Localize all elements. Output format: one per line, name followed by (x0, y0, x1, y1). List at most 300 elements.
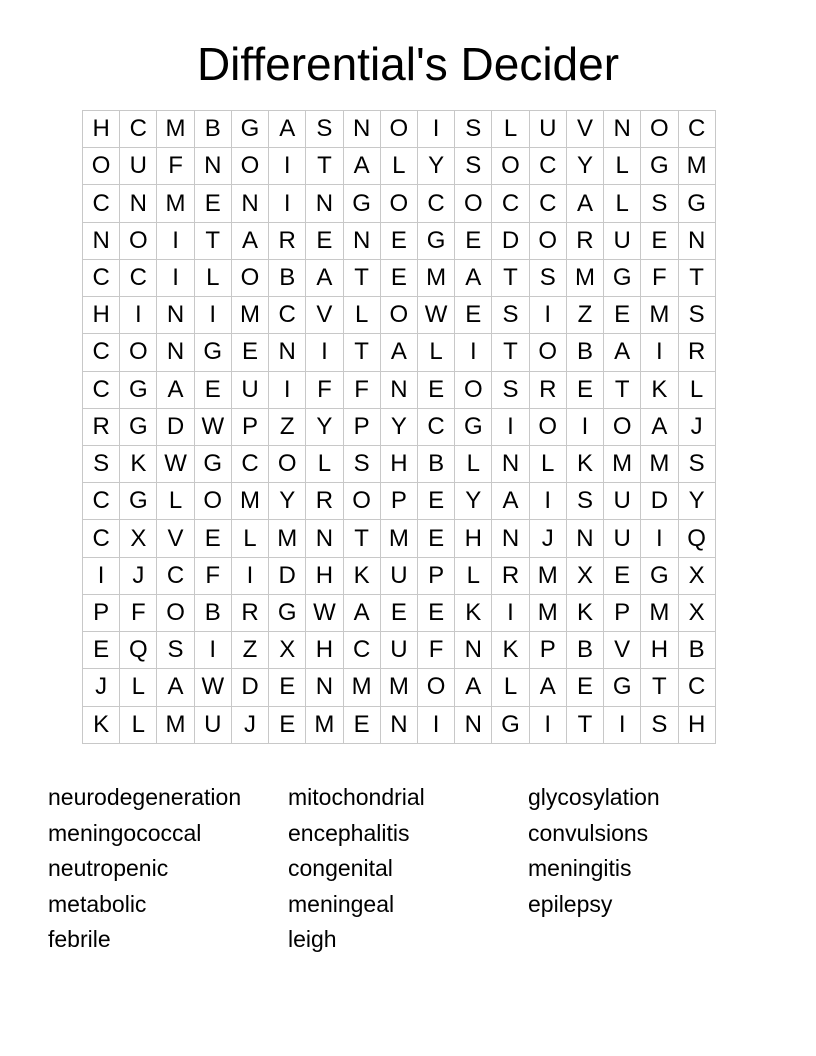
grid-cell[interactable]: E (306, 222, 343, 259)
grid-cell[interactable]: B (194, 111, 231, 148)
grid-cell[interactable]: M (417, 259, 454, 296)
grid-cell[interactable]: U (529, 111, 566, 148)
grid-cell[interactable]: C (83, 483, 120, 520)
grid-cell[interactable]: N (306, 185, 343, 222)
grid-cell[interactable]: E (269, 669, 306, 706)
grid-cell[interactable]: L (492, 111, 529, 148)
grid-cell[interactable]: G (231, 111, 268, 148)
grid-cell[interactable]: O (492, 148, 529, 185)
grid-cell[interactable]: L (492, 669, 529, 706)
grid-cell[interactable]: M (641, 297, 678, 334)
grid-cell[interactable]: G (120, 408, 157, 445)
grid-cell[interactable]: S (455, 148, 492, 185)
grid-cell[interactable]: O (231, 148, 268, 185)
grid-cell[interactable]: G (604, 669, 641, 706)
grid-cell[interactable]: W (417, 297, 454, 334)
grid-cell[interactable]: O (529, 334, 566, 371)
grid-cell[interactable]: K (566, 445, 603, 482)
grid-cell[interactable]: M (641, 445, 678, 482)
grid-cell[interactable]: I (269, 185, 306, 222)
grid-cell[interactable]: E (231, 334, 268, 371)
grid-cell[interactable]: C (417, 408, 454, 445)
grid-cell[interactable]: Q (120, 632, 157, 669)
grid-cell[interactable]: G (343, 185, 380, 222)
grid-cell[interactable]: O (380, 111, 417, 148)
grid-cell[interactable]: N (306, 520, 343, 557)
grid-cell[interactable]: G (678, 185, 715, 222)
grid-cell[interactable]: J (231, 706, 268, 743)
grid-cell[interactable]: K (566, 594, 603, 631)
grid-cell[interactable]: T (343, 259, 380, 296)
grid-cell[interactable]: T (306, 148, 343, 185)
grid-cell[interactable]: S (492, 371, 529, 408)
grid-cell[interactable]: N (157, 334, 194, 371)
grid-cell[interactable]: N (380, 706, 417, 743)
grid-cell[interactable]: D (492, 222, 529, 259)
grid-cell[interactable]: L (380, 148, 417, 185)
grid-cell[interactable]: I (306, 334, 343, 371)
grid-cell[interactable]: T (566, 706, 603, 743)
grid-cell[interactable]: E (455, 297, 492, 334)
grid-cell[interactable]: Z (566, 297, 603, 334)
grid-cell[interactable]: A (455, 259, 492, 296)
grid-cell[interactable]: C (678, 669, 715, 706)
grid-cell[interactable]: Z (231, 632, 268, 669)
grid-cell[interactable]: I (566, 408, 603, 445)
grid-cell[interactable]: O (641, 111, 678, 148)
word-list-item: convulsions (528, 819, 649, 846)
grid-cell[interactable]: I (83, 557, 120, 594)
grid-cell[interactable]: M (269, 520, 306, 557)
grid-cell[interactable]: B (417, 445, 454, 482)
grid-cell[interactable]: C (83, 259, 120, 296)
grid-cell[interactable]: D (269, 557, 306, 594)
grid-cell[interactable]: R (306, 483, 343, 520)
grid-cell[interactable]: C (417, 185, 454, 222)
grid-cell[interactable]: P (604, 594, 641, 631)
grid-cell[interactable]: Y (566, 148, 603, 185)
grid-cell[interactable]: Q (678, 520, 715, 557)
grid-cell[interactable]: I (529, 297, 566, 334)
grid-cell[interactable]: G (455, 408, 492, 445)
grid-cell[interactable]: N (306, 669, 343, 706)
grid-cell[interactable]: K (343, 557, 380, 594)
grid-cell[interactable]: Z (269, 408, 306, 445)
grid-cell[interactable]: S (566, 483, 603, 520)
grid-cell[interactable]: E (194, 371, 231, 408)
grid-cell[interactable]: E (343, 706, 380, 743)
grid-cell[interactable]: E (380, 594, 417, 631)
grid-cell[interactable]: R (678, 334, 715, 371)
grid-cell[interactable]: R (492, 557, 529, 594)
grid-cell[interactable]: M (529, 557, 566, 594)
grid-cell[interactable]: W (194, 408, 231, 445)
grid-cell[interactable]: R (566, 222, 603, 259)
grid-cell[interactable]: P (380, 483, 417, 520)
grid-cell[interactable]: M (641, 594, 678, 631)
grid-cell[interactable]: V (157, 520, 194, 557)
grid-cell[interactable]: C (492, 185, 529, 222)
grid-cell[interactable]: N (157, 297, 194, 334)
grid-cell[interactable]: P (343, 408, 380, 445)
grid-cell[interactable]: C (343, 632, 380, 669)
grid-cell[interactable]: A (529, 669, 566, 706)
grid-cell[interactable]: O (194, 483, 231, 520)
grid-cell[interactable]: T (678, 259, 715, 296)
grid-cell[interactable]: M (157, 185, 194, 222)
grid-row (83, 259, 716, 296)
grid-cell[interactable]: L (417, 334, 454, 371)
grid-cell[interactable]: H (678, 706, 715, 743)
grid-cell[interactable]: I (231, 557, 268, 594)
grid-cell[interactable]: M (380, 669, 417, 706)
grid-cell[interactable]: O (380, 185, 417, 222)
grid-cell[interactable]: B (566, 632, 603, 669)
grid-cell[interactable]: I (269, 148, 306, 185)
grid-cell[interactable]: L (157, 483, 194, 520)
grid-cell[interactable]: L (455, 557, 492, 594)
grid-cell[interactable]: T (492, 259, 529, 296)
grid-cell[interactable]: X (566, 557, 603, 594)
grid-cell[interactable]: E (380, 222, 417, 259)
grid-cell[interactable]: I (194, 632, 231, 669)
grid-cell[interactable]: F (343, 371, 380, 408)
grid-cell[interactable]: I (529, 483, 566, 520)
grid-cell[interactable]: N (380, 371, 417, 408)
grid-cell[interactable]: A (343, 148, 380, 185)
grid-cell[interactable]: R (269, 222, 306, 259)
grid-cell[interactable]: U (231, 371, 268, 408)
grid-cell[interactable]: I (604, 706, 641, 743)
grid-cell[interactable]: M (678, 148, 715, 185)
grid-cell[interactable]: M (566, 259, 603, 296)
grid-cell[interactable]: A (566, 185, 603, 222)
grid-cell[interactable]: D (231, 669, 268, 706)
grid-cell[interactable]: P (83, 594, 120, 631)
grid-cell[interactable]: O (380, 297, 417, 334)
grid-cell[interactable]: Y (380, 408, 417, 445)
grid-cell[interactable]: N (492, 445, 529, 482)
grid-cell[interactable]: E (417, 483, 454, 520)
grid-cell[interactable]: A (380, 334, 417, 371)
grid-cell[interactable]: F (194, 557, 231, 594)
grid-cell[interactable]: G (641, 148, 678, 185)
grid-cell[interactable]: L (455, 445, 492, 482)
grid-cell[interactable]: S (641, 185, 678, 222)
grid-cell[interactable]: P (231, 408, 268, 445)
grid-cell[interactable]: I (641, 334, 678, 371)
grid-cell[interactable]: F (417, 632, 454, 669)
grid-cell[interactable]: O (269, 445, 306, 482)
grid-cell[interactable]: S (455, 111, 492, 148)
grid-cell[interactable]: J (120, 557, 157, 594)
grid-cell[interactable]: C (678, 111, 715, 148)
grid-cell[interactable]: M (380, 520, 417, 557)
grid-cell[interactable]: I (120, 297, 157, 334)
grid-cell[interactable]: O (529, 408, 566, 445)
grid-cell[interactable]: O (157, 594, 194, 631)
grid-cell[interactable]: K (83, 706, 120, 743)
grid-cell[interactable]: N (678, 222, 715, 259)
grid-cell[interactable]: I (641, 520, 678, 557)
grid-cell[interactable]: Y (455, 483, 492, 520)
grid-cell[interactable]: Y (417, 148, 454, 185)
grid-cell[interactable]: S (492, 297, 529, 334)
grid-cell[interactable]: W (306, 594, 343, 631)
grid-cell[interactable]: E (417, 594, 454, 631)
grid-cell[interactable]: N (231, 185, 268, 222)
grid-cell[interactable]: G (120, 371, 157, 408)
grid-cell[interactable]: F (306, 371, 343, 408)
grid-cell[interactable]: H (83, 297, 120, 334)
grid-cell[interactable]: E (417, 371, 454, 408)
grid-cell[interactable]: E (380, 259, 417, 296)
grid-cell[interactable]: S (678, 445, 715, 482)
grid-cell[interactable]: K (641, 371, 678, 408)
word-list-column (528, 780, 660, 922)
grid-cell[interactable]: G (120, 483, 157, 520)
grid-cell[interactable]: H (306, 557, 343, 594)
grid-cell[interactable]: B (566, 334, 603, 371)
grid-cell[interactable]: A (492, 483, 529, 520)
grid-cell[interactable]: L (231, 520, 268, 557)
grid-cell[interactable]: C (83, 334, 120, 371)
grid-cell[interactable]: S (157, 632, 194, 669)
grid-cell[interactable]: I (455, 334, 492, 371)
grid-cell[interactable]: X (678, 557, 715, 594)
grid-cell[interactable]: T (343, 520, 380, 557)
grid-cell[interactable]: U (120, 148, 157, 185)
grid-cell[interactable]: E (641, 222, 678, 259)
grid-cell[interactable]: G (269, 594, 306, 631)
grid-cell[interactable]: B (194, 594, 231, 631)
grid-cell[interactable]: X (269, 632, 306, 669)
grid-cell[interactable]: W (157, 445, 194, 482)
grid-cell[interactable]: N (492, 520, 529, 557)
grid-cell[interactable]: O (83, 148, 120, 185)
grid-cell[interactable]: M (604, 445, 641, 482)
grid-cell[interactable]: I (269, 371, 306, 408)
word-search-grid (82, 110, 716, 744)
grid-cell[interactable]: U (604, 520, 641, 557)
grid-cell[interactable]: U (604, 222, 641, 259)
page-title: Differential's Decider (196, 38, 620, 90)
grid-cell[interactable]: G (417, 222, 454, 259)
grid-cell[interactable]: E (194, 520, 231, 557)
grid-cell[interactable]: X (678, 594, 715, 631)
grid-cell[interactable]: C (231, 445, 268, 482)
grid-cell[interactable]: S (343, 445, 380, 482)
grid-cell[interactable]: D (641, 483, 678, 520)
grid-cell[interactable]: B (269, 259, 306, 296)
grid-cell[interactable]: L (343, 297, 380, 334)
grid-cell[interactable]: O (604, 408, 641, 445)
grid-cell[interactable]: N (566, 520, 603, 557)
grid-cell[interactable]: P (417, 557, 454, 594)
grid-cell[interactable]: C (83, 371, 120, 408)
grid-cell[interactable]: I (194, 297, 231, 334)
grid-cell[interactable]: T (492, 334, 529, 371)
grid-cell[interactable]: T (604, 371, 641, 408)
grid-cell[interactable]: G (194, 334, 231, 371)
word-list-item: mitochondrial (288, 784, 425, 810)
grid-cell[interactable]: A (604, 334, 641, 371)
grid-cell[interactable]: R (529, 371, 566, 408)
grid-cell[interactable]: I (157, 222, 194, 259)
grid-cell[interactable]: E (604, 557, 641, 594)
grid-cell[interactable]: I (157, 259, 194, 296)
grid-cell[interactable]: E (566, 371, 603, 408)
grid-cell[interactable]: P (529, 632, 566, 669)
grid-cell[interactable]: S (306, 111, 343, 148)
grid-cell[interactable]: V (604, 632, 641, 669)
grid-cell[interactable]: T (343, 334, 380, 371)
grid-cell[interactable]: C (269, 297, 306, 334)
grid-cell[interactable]: O (455, 185, 492, 222)
grid-cell[interactable]: I (417, 111, 454, 148)
grid-cell[interactable]: A (269, 111, 306, 148)
grid-cell[interactable]: G (492, 706, 529, 743)
grid-cell[interactable]: C (120, 111, 157, 148)
grid-cell[interactable]: N (343, 222, 380, 259)
grid-cell[interactable]: N (83, 222, 120, 259)
grid-cell[interactable]: N (455, 706, 492, 743)
grid-cell[interactable]: C (120, 259, 157, 296)
grid-cell[interactable]: V (306, 297, 343, 334)
grid-cell[interactable]: N (604, 111, 641, 148)
grid-cell[interactable]: M (157, 111, 194, 148)
grid-cell[interactable]: E (604, 297, 641, 334)
grid-cell[interactable]: D (157, 408, 194, 445)
grid-cell[interactable]: U (194, 706, 231, 743)
grid-cell[interactable]: N (343, 111, 380, 148)
grid-cell[interactable]: L (306, 445, 343, 482)
grid-cell[interactable]: M (306, 706, 343, 743)
grid-cell[interactable]: R (231, 594, 268, 631)
grid-cell[interactable]: O (231, 259, 268, 296)
grid-cell[interactable]: A (455, 669, 492, 706)
grid-cell[interactable]: S (678, 297, 715, 334)
grid-cell[interactable]: Y (678, 483, 715, 520)
grid-cell[interactable]: E (417, 520, 454, 557)
grid-cell[interactable]: A (306, 259, 343, 296)
grid-cell[interactable]: O (120, 222, 157, 259)
grid-cell[interactable]: N (455, 632, 492, 669)
grid-cell[interactable]: C (529, 148, 566, 185)
grid-cell[interactable]: I (492, 594, 529, 631)
grid-cell[interactable]: X (120, 520, 157, 557)
grid-cell[interactable]: C (83, 185, 120, 222)
grid-cell[interactable]: L (604, 185, 641, 222)
grid-cell[interactable]: Y (269, 483, 306, 520)
grid-cell[interactable]: N (194, 148, 231, 185)
grid-cell[interactable]: A (231, 222, 268, 259)
grid-cell[interactable]: Y (306, 408, 343, 445)
grid-cell[interactable]: E (455, 222, 492, 259)
grid-cell[interactable]: M (157, 706, 194, 743)
grid-cell[interactable]: M (529, 594, 566, 631)
grid-cell[interactable]: H (641, 632, 678, 669)
grid-cell[interactable]: A (157, 371, 194, 408)
grid-cell[interactable]: K (120, 445, 157, 482)
grid-cell[interactable]: O (343, 483, 380, 520)
word-list-item: neutropenic (48, 855, 169, 881)
grid-cell[interactable]: M (343, 669, 380, 706)
grid-cell[interactable]: I (492, 408, 529, 445)
grid-cell[interactable]: O (120, 334, 157, 371)
word-list-item: glycosylation (528, 784, 660, 810)
grid-cell[interactable]: A (343, 594, 380, 631)
grid-row (83, 185, 716, 222)
grid-cell[interactable]: M (231, 483, 268, 520)
grid-cell[interactable]: F (120, 594, 157, 631)
grid-cell[interactable]: G (604, 259, 641, 296)
grid-cell[interactable]: T (641, 669, 678, 706)
grid-cell[interactable]: O (529, 222, 566, 259)
grid-cell[interactable]: W (194, 669, 231, 706)
grid-cell[interactable]: K (492, 632, 529, 669)
grid-cell[interactable]: S (641, 706, 678, 743)
grid-cell[interactable]: N (269, 334, 306, 371)
grid-cell[interactable]: A (641, 408, 678, 445)
grid-cell[interactable]: U (380, 557, 417, 594)
grid-cell[interactable]: L (604, 148, 641, 185)
grid-cell[interactable]: U (604, 483, 641, 520)
grid-cell[interactable]: V (566, 111, 603, 148)
grid-cell[interactable]: H (83, 111, 120, 148)
grid-cell[interactable]: E (83, 632, 120, 669)
grid-cell[interactable]: E (566, 669, 603, 706)
grid-cell[interactable]: O (417, 669, 454, 706)
grid-cell[interactable]: G (194, 445, 231, 482)
grid-cell[interactable]: J (529, 520, 566, 557)
grid-cell[interactable]: C (529, 185, 566, 222)
grid-cell[interactable]: L (678, 371, 715, 408)
grid-cell[interactable]: C (83, 520, 120, 557)
grid-cell[interactable]: S (83, 445, 120, 482)
grid-cell[interactable]: U (380, 632, 417, 669)
grid-cell[interactable]: E (269, 706, 306, 743)
grid-cell[interactable]: H (380, 445, 417, 482)
grid-cell[interactable]: C (157, 557, 194, 594)
grid-cell[interactable]: E (194, 185, 231, 222)
grid-cell[interactable]: L (529, 445, 566, 482)
grid-row (83, 445, 716, 482)
grid-cell[interactable]: H (306, 632, 343, 669)
grid-cell[interactable]: N (120, 185, 157, 222)
grid-cell[interactable]: B (678, 632, 715, 669)
grid-cell[interactable]: L (194, 259, 231, 296)
grid-cell[interactable]: R (83, 408, 120, 445)
grid-cell[interactable]: A (157, 669, 194, 706)
grid-cell[interactable]: I (529, 706, 566, 743)
grid-cell[interactable]: T (194, 222, 231, 259)
grid-cell[interactable]: M (231, 297, 268, 334)
grid-cell[interactable]: S (529, 259, 566, 296)
grid-cell[interactable]: O (455, 371, 492, 408)
grid-cell[interactable]: F (641, 259, 678, 296)
grid-cell[interactable]: K (455, 594, 492, 631)
word-list-item: neurodegeneration (48, 784, 242, 810)
grid-cell[interactable]: I (417, 706, 454, 743)
grid-cell[interactable]: F (157, 148, 194, 185)
grid-cell[interactable]: J (83, 669, 120, 706)
grid-cell[interactable]: J (678, 408, 715, 445)
grid-cell[interactable]: L (120, 706, 157, 743)
grid-cell[interactable]: H (455, 520, 492, 557)
grid-cell[interactable]: L (120, 669, 157, 706)
grid-cell[interactable]: G (641, 557, 678, 594)
